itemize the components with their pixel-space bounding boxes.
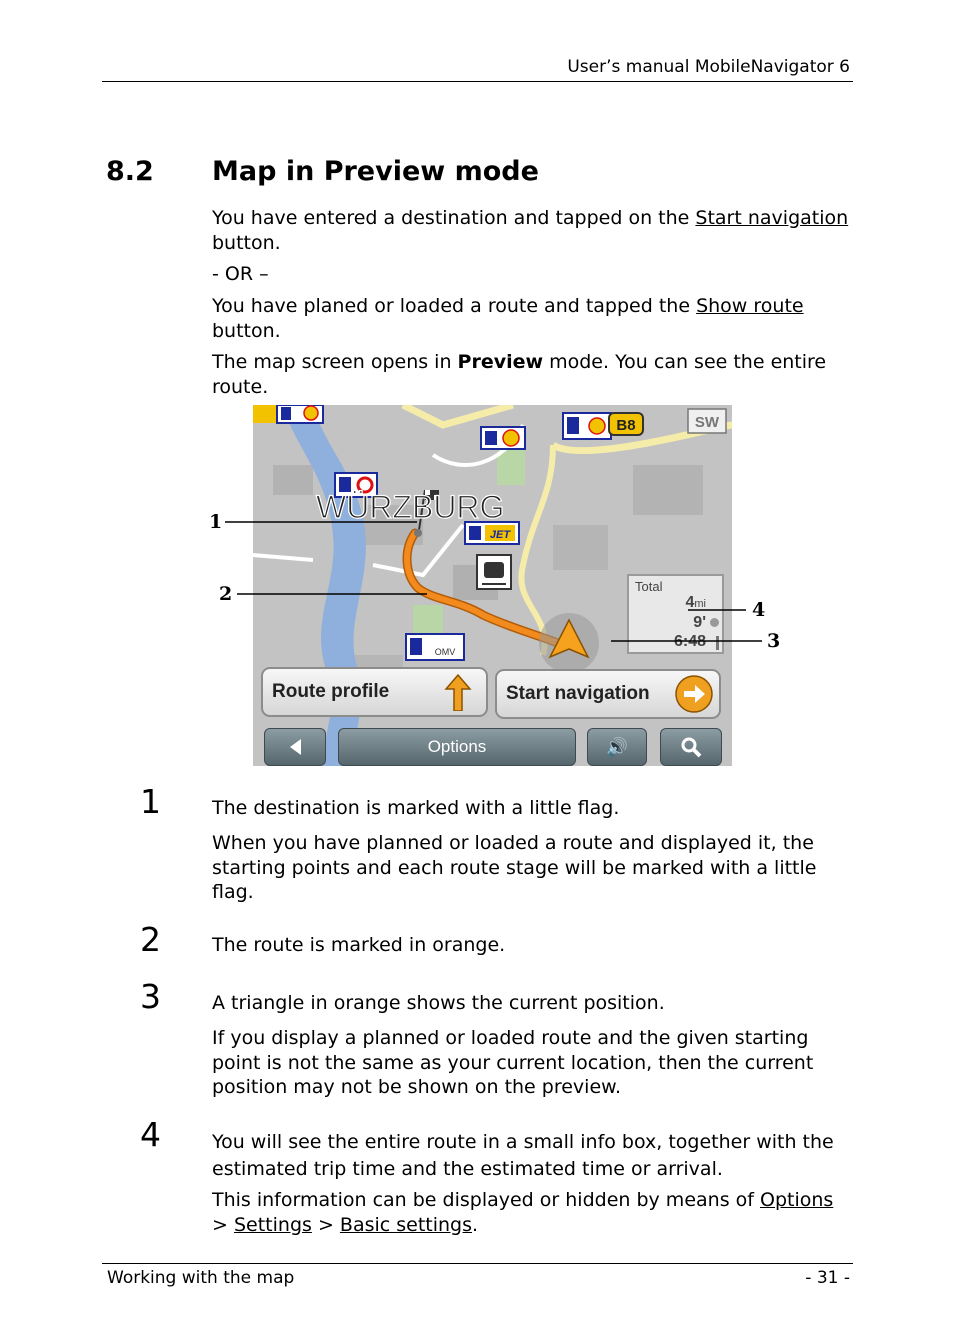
item-1-number: 1	[140, 782, 161, 821]
volume-button[interactable]	[587, 728, 647, 766]
item-2-number: 2	[140, 920, 161, 959]
back-button[interactable]	[264, 728, 326, 766]
city-label: WÜRZBURG	[316, 489, 505, 525]
arrow-right-icon	[674, 674, 714, 714]
item-3-detail: If you display a planned or loaded route and the given starting point is not the same as your current location, then the current position may not be shown on the preview.	[212, 1027, 814, 1098]
item-3-number: 3	[140, 977, 161, 1016]
header-rule	[102, 81, 853, 82]
road-number-badge	[609, 413, 643, 435]
start-navigation-link[interactable]: Start navigation	[695, 207, 849, 229]
start-navigation-button[interactable]: Start navigation	[495, 669, 721, 719]
page-number: - 31 -	[805, 1268, 850, 1288]
callout-2: 2	[219, 583, 233, 605]
item-2-text: The route is marked in orange.	[212, 934, 506, 956]
callout-layer	[205, 505, 795, 655]
compass-icon[interactable]	[688, 409, 726, 433]
top-left-poi-icon	[253, 405, 323, 423]
route-profile-button[interactable]: Route profile	[261, 667, 488, 717]
options-button[interactable]: Options	[338, 728, 576, 766]
info-title: Total	[635, 579, 663, 594]
search-button[interactable]	[660, 728, 722, 766]
svg-text:SW: SW	[694, 414, 720, 431]
item-1-text: The destination is marked with a little flag.	[212, 797, 620, 819]
or-separator: - OR –	[212, 263, 269, 285]
settings-link[interactable]: Settings	[233, 1213, 312, 1236]
back-arrow-icon	[290, 739, 301, 755]
item-4-text: You will see the entire route in a small info box, together with the estimated trip time and the estimated time or arrival.	[212, 1131, 834, 1180]
intro-paragraph-1: You have entered a destination and tapped on the Start navigation button.	[212, 207, 849, 254]
callout-1: 1	[209, 511, 223, 533]
footer-rule	[102, 1263, 853, 1264]
show-route-link[interactable]: Show route	[696, 295, 804, 317]
section-title: Map in Preview mode	[212, 156, 539, 187]
fuel-station-icon	[481, 427, 525, 449]
basic-settings-link[interactable]: Basic settings	[339, 1213, 473, 1236]
info-arrival: 6:48	[673, 633, 706, 650]
running-header: User’s manual MobileNavigator 6	[567, 57, 850, 77]
section-number: 8.2	[106, 156, 154, 187]
svg-text:OMV: OMV	[434, 647, 456, 657]
intro-paragraph-2: You have planed or loaded a route and tapped the Show route button.	[212, 295, 804, 342]
svg-text:JET: JET	[489, 529, 511, 541]
callout-4: 4	[752, 599, 766, 621]
info-distance: 4mi	[685, 594, 706, 611]
footer-chapter: Working with the map	[107, 1268, 295, 1288]
item-4-number: 4	[140, 1115, 161, 1154]
fuel-station-icon-5	[563, 413, 611, 439]
callout-3: 3	[767, 630, 781, 652]
info-duration: 9'	[693, 614, 706, 631]
svg-text:B8: B8	[616, 417, 636, 434]
intro-paragraph-3: The map screen opens in Preview mode. You can see the entire route.	[212, 351, 827, 398]
item-4-detail: This information can be displayed or hidden by means of Options > Settings > Basic settings.	[212, 1189, 834, 1236]
item-1-detail: When you have planned or loaded a route and displayed it, the starting points and each route stage will be marked with a little flag.	[212, 832, 817, 903]
speaker-icon: 🔊	[605, 736, 629, 757]
turn-arrow-icon	[442, 673, 472, 711]
options-link[interactable]: Options	[760, 1189, 834, 1211]
item-3-text: A triangle in orange shows the current position.	[212, 992, 665, 1014]
magnifier-icon	[679, 735, 703, 759]
